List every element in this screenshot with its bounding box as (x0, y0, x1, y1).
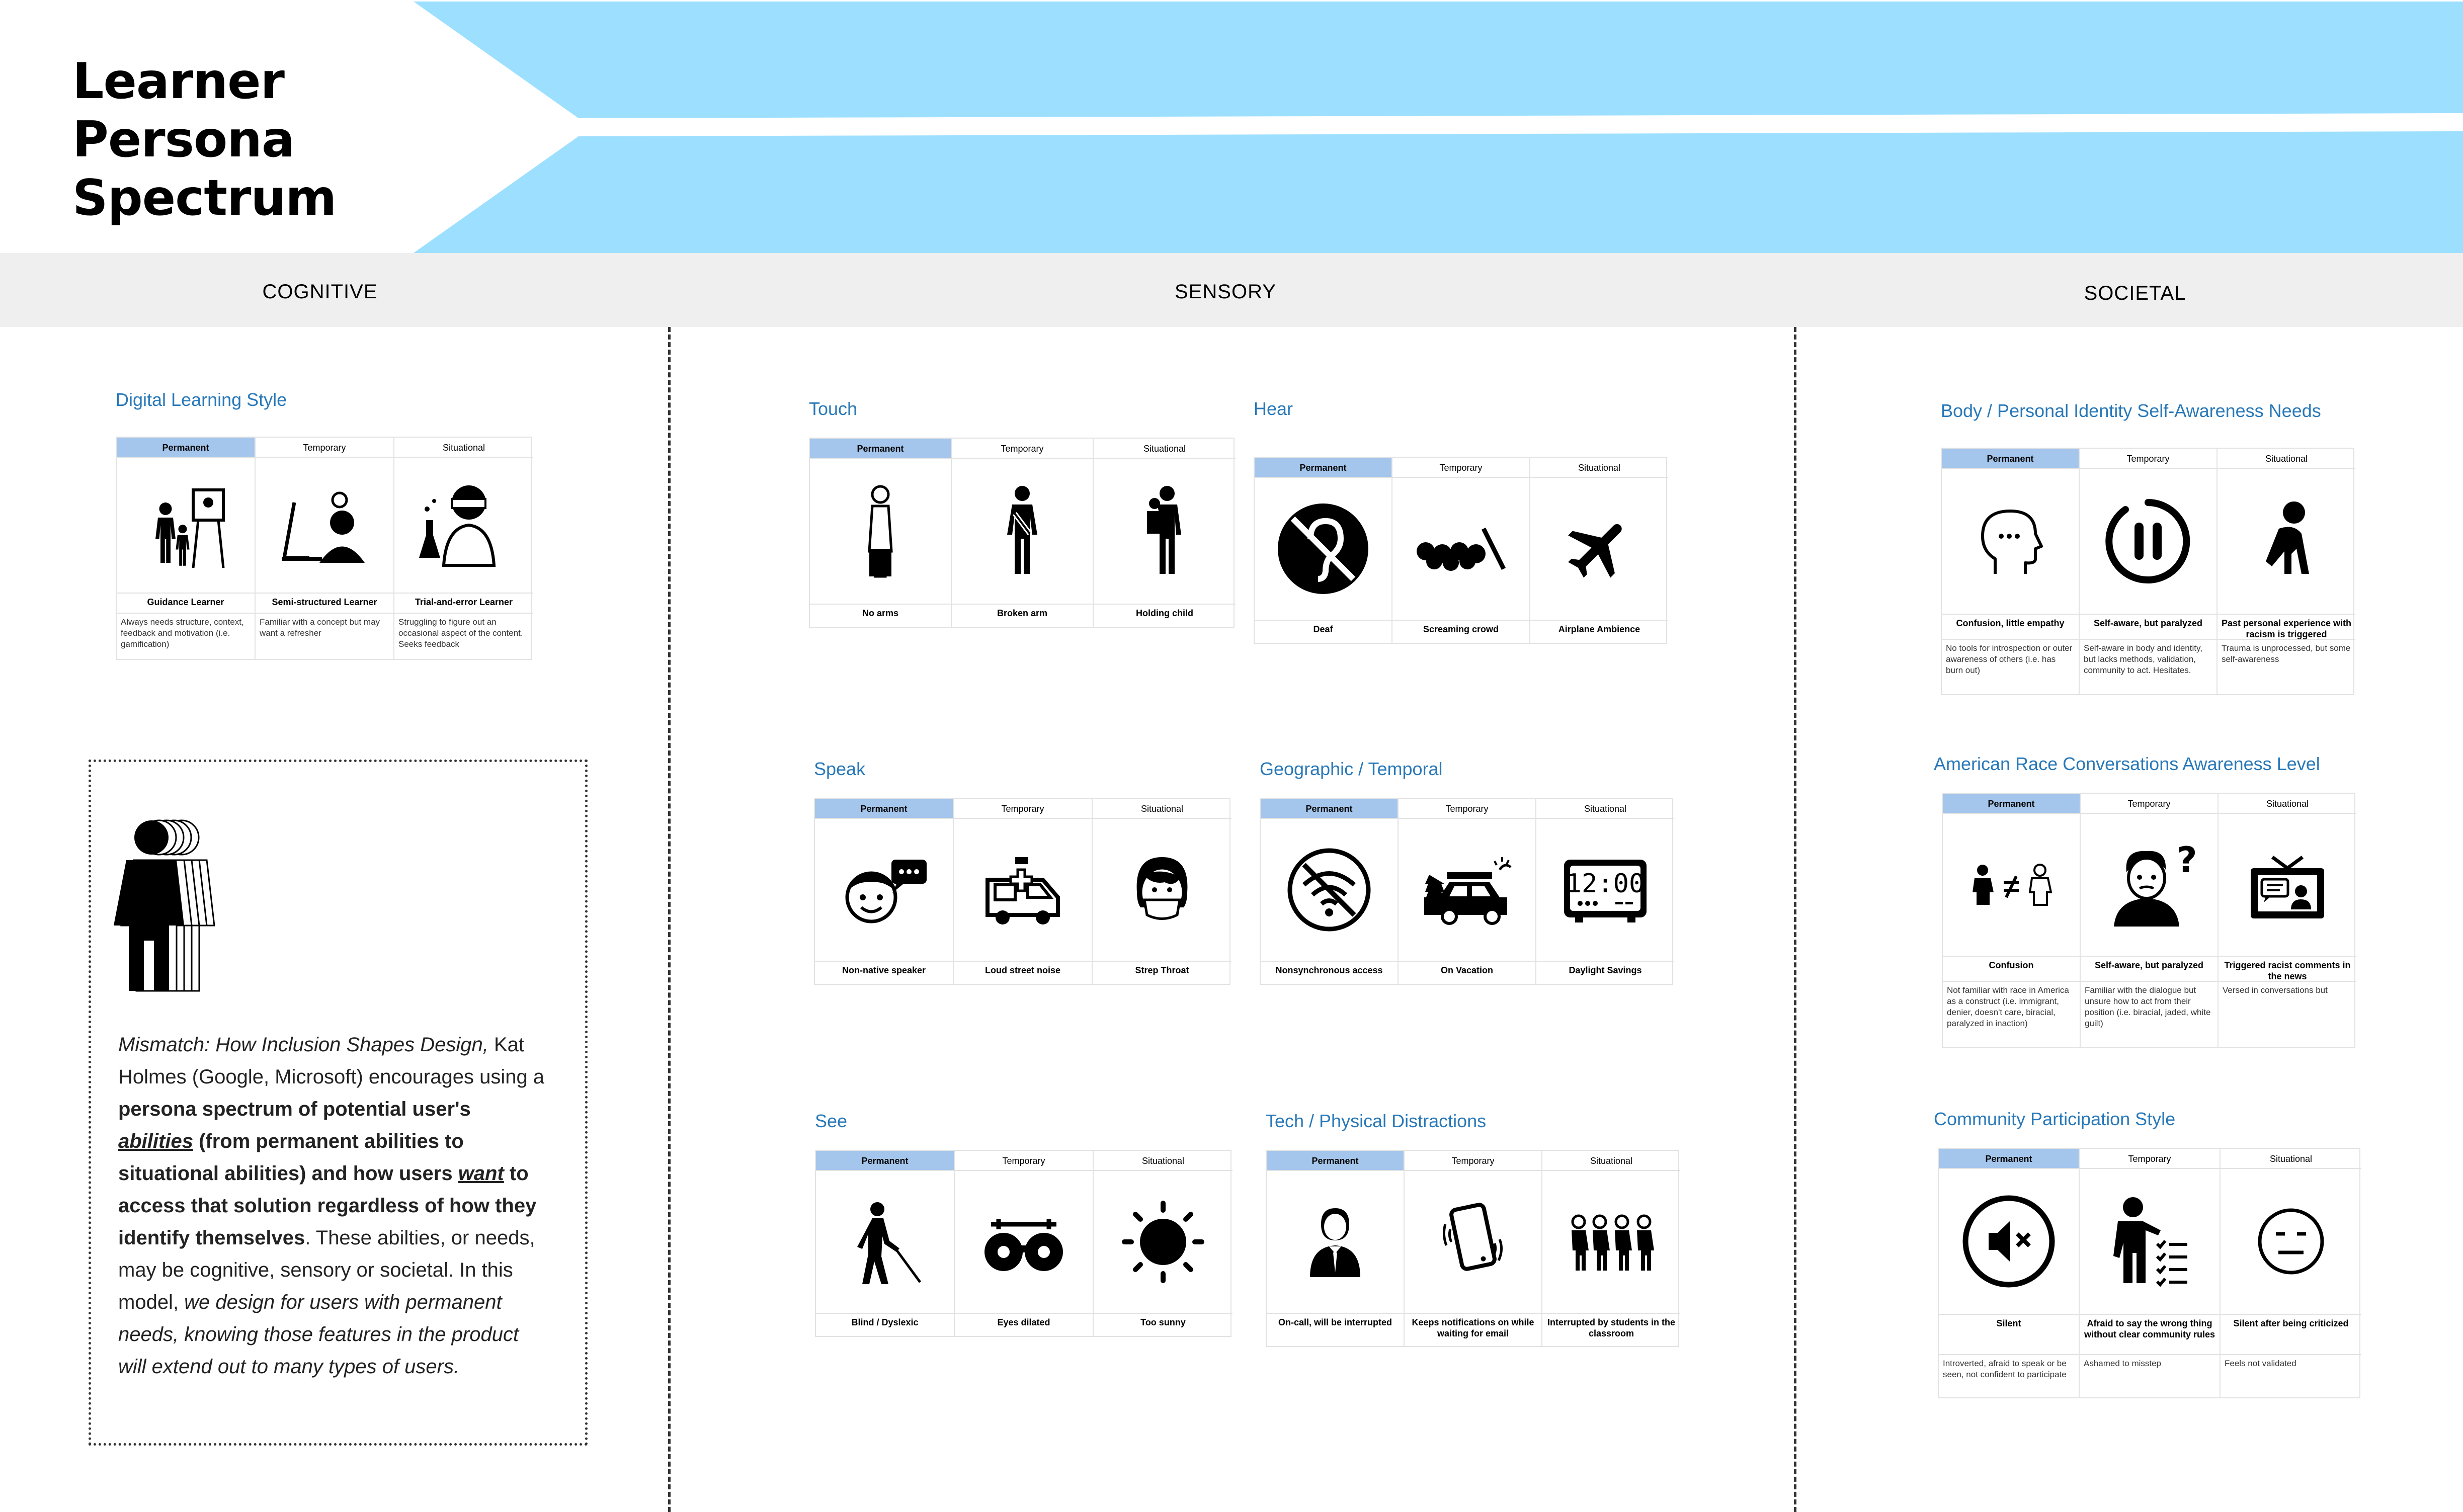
dilated-eyes-icon (955, 1171, 1094, 1314)
col-permanent: Permanent (1255, 458, 1392, 478)
label-situational: Too sunny (1140, 1317, 1186, 1327)
no-wifi-icon (1261, 819, 1399, 962)
label-situational: Interrupted by students in the classroom (1547, 1317, 1675, 1338)
desc-situational: Feels not validated (2225, 1359, 2296, 1368)
label-permanent: Guidance Learner (117, 594, 256, 614)
col-situational: Situational (2219, 794, 2356, 814)
desc-situational: Struggling to figure out an occasional aspect of the content. Seeks feedback (398, 617, 523, 649)
col-temporary: Temporary (1399, 799, 1536, 819)
page-title (72, 52, 336, 227)
note-bold-3: to access that solution regardless of how they identify themselves (118, 1162, 537, 1249)
label-situational: Strep Throat (1135, 965, 1189, 975)
section-title: Community Participation Style (1934, 1109, 2176, 1129)
persona-table (814, 798, 1230, 985)
label-permanent: Blind / Dyslexic (816, 1314, 955, 1336)
desc-temporary: Self-aware in body and identity, but lacks methods, validation, community to act. Hesitates. (2080, 640, 2218, 694)
label-permanent: Nonsynchronous access (1261, 962, 1399, 984)
divider-right (1794, 327, 1796, 1512)
person-holding-child-icon (1094, 459, 1236, 605)
section-title: Geographic / Temporal (1260, 759, 1443, 779)
vibrating-phone-icon (1405, 1171, 1542, 1314)
col-permanent: Permanent (1943, 794, 2081, 814)
col-permanent: Permanent (1942, 449, 2080, 469)
blind-person-cane-icon (816, 1171, 955, 1314)
label-permanent: Confusion, little empathy (1942, 615, 2080, 640)
speaker-bubble-icon (815, 819, 954, 962)
muted-speaker-icon (1939, 1169, 2080, 1315)
label-temporary: On Vacation (1399, 962, 1536, 984)
label-situational: Airplane Ambience (1558, 624, 1640, 634)
businessman-icon (1267, 1171, 1405, 1314)
col-temporary: Temporary (2080, 449, 2218, 469)
note-bold-2: (from permanent abilities to situational abilities) and how users (118, 1130, 464, 1185)
label-temporary: Loud street noise (954, 962, 1093, 984)
person-no-arms-icon (810, 459, 952, 605)
persona-table (1941, 448, 2354, 695)
label-situational: Daylight Savings (1569, 965, 1642, 975)
desc-permanent: Always needs structure, context, feedback and motivation (i.e. gamification) (117, 614, 256, 659)
col-temporary: Temporary (256, 438, 394, 458)
crowd-icon (1392, 478, 1530, 621)
persona-stack-icon (116, 817, 247, 998)
col-temporary: Temporary (954, 799, 1093, 819)
section-title: See (815, 1111, 848, 1131)
label-temporary: Keeps notifications on while waiting for email (1405, 1314, 1542, 1346)
label-temporary: Screaming crowd (1392, 621, 1530, 643)
desc-permanent: No tools for introspection or outer awareness of others (i.e. has burn out) (1942, 640, 2080, 694)
mismatch-note-box (89, 760, 588, 1446)
desc-situational: Trauma is unprocessed, but some self-awareness (2222, 643, 2351, 664)
desc-permanent: Not familiar with race in America as a construct (i.e. immigrant, denier, doesn't care, biracial, paralyzed in inaction) (1943, 982, 2081, 1047)
col-permanent: Permanent (1939, 1149, 2080, 1169)
col-permanent: Permanent (810, 439, 952, 459)
questioning-person-icon (2081, 814, 2219, 957)
section-title: Hear (1254, 398, 1293, 419)
sun-icon (1094, 1171, 1233, 1314)
label-permanent: No arms (810, 605, 952, 627)
col-situational: Situational (1094, 439, 1236, 459)
col-situational: Situational (394, 438, 533, 458)
note-text-2: . These abilties, or needs, may be cognitive, sensory or societal. In this model, (118, 1227, 535, 1313)
label-permanent: On-call, will be interrupted (1267, 1314, 1405, 1346)
section-title: American Race Conversations Awareness Level (1934, 753, 2320, 774)
label-situational: Triggered racist comments in the news (2219, 957, 2356, 982)
note-book-title: Mismatch: How Inclusion Shapes Design, (118, 1034, 488, 1056)
col-situational: Situational (2218, 449, 2355, 469)
col-situational: Situational (1530, 458, 1668, 478)
face-mask-icon (1093, 819, 1232, 962)
label-temporary: Eyes dilated (955, 1314, 1094, 1336)
label-permanent: Deaf (1255, 621, 1392, 643)
title-line-1: Learner (72, 53, 284, 110)
label-permanent: Confusion (1943, 957, 2081, 982)
note-bold-1: persona spectrum of potential user's (118, 1098, 471, 1120)
divider-left (668, 327, 671, 1512)
desc-situational: Versed in conversations but (2223, 985, 2328, 995)
header-band (0, 2, 2463, 253)
category-bar (0, 253, 2463, 327)
digital-clock-icon (1536, 819, 1674, 962)
persona-table (1254, 457, 1667, 644)
col-permanent: Permanent (117, 438, 256, 458)
deaf-ear-icon (1255, 478, 1392, 621)
section-title: Digital Learning Style (116, 389, 287, 410)
label-situational: Past personal experience with racism is triggered (2218, 615, 2355, 640)
persona-table (809, 438, 1235, 628)
label-temporary: Self-aware, but paralyzed (2080, 615, 2218, 640)
person-broken-arm-icon (952, 459, 1094, 605)
category-sensory: SENSORY (1175, 281, 1276, 303)
note-text-1: Kat Holmes (Google, Microsoft) encourages using a (118, 1034, 545, 1088)
tv-news-icon (2219, 814, 2356, 957)
label-temporary: Afraid to say the wrong thing without clear community rules (2080, 1315, 2221, 1355)
persona-table (116, 437, 532, 660)
scientist-icon (394, 458, 533, 594)
note-want: want (458, 1162, 504, 1185)
label-temporary: Semi-structured Learner (256, 594, 394, 614)
persona-table (1260, 798, 1673, 985)
col-permanent: Permanent (1267, 1151, 1405, 1171)
col-permanent: Permanent (816, 1151, 955, 1171)
vacation-car-icon (1399, 819, 1536, 962)
label-situational: Trial-and-error Learner (394, 594, 533, 614)
col-situational: Situational (1536, 799, 1674, 819)
col-temporary: Temporary (1405, 1151, 1542, 1171)
category-societal: SOCIETAL (2084, 282, 2186, 304)
category-cognitive: COGNITIVE (262, 281, 378, 303)
section-title: Touch (809, 398, 858, 419)
col-situational: Situational (2221, 1149, 2361, 1169)
section-title: Body / Personal Identity Self-Awareness Needs (1941, 400, 2321, 421)
label-permanent: Non-native speaker (815, 962, 954, 984)
col-permanent: Permanent (815, 799, 954, 819)
persona-table (815, 1150, 1232, 1337)
col-situational: Situational (1093, 799, 1232, 819)
desc-permanent: Introverted, afraid to speak or be seen, not confident to participate (1939, 1355, 2080, 1397)
band-upper (414, 2, 2463, 118)
persona-table (1938, 1148, 2360, 1398)
person-checklist-icon (2080, 1169, 2221, 1315)
col-temporary: Temporary (2081, 794, 2219, 814)
not-equal-people-icon (1943, 814, 2081, 957)
col-situational: Situational (1094, 1151, 1233, 1171)
airplane-icon (1530, 478, 1668, 621)
teacher-child-icon (117, 458, 256, 594)
section-title: Speak (814, 759, 866, 779)
band-lower (414, 131, 2463, 253)
col-temporary: Temporary (2080, 1149, 2221, 1169)
title-line-3: Spectrum (72, 170, 337, 227)
col-temporary: Temporary (1392, 458, 1530, 478)
svg-text:?: ? (2177, 839, 2197, 881)
label-temporary: Self-aware, but paralyzed (2081, 957, 2219, 982)
col-situational: Situational (1542, 1151, 1680, 1171)
col-temporary: Temporary (955, 1151, 1094, 1171)
desc-temporary: Familiar with a concept but may want a refresher (256, 614, 394, 659)
desc-temporary: Familiar with the dialogue but unsure how to act from their position (i.e. biracial, jaded, white guilt) (2081, 982, 2219, 1047)
label-situational: Holding child (1136, 608, 1193, 618)
pause-icon (2080, 469, 2218, 615)
note-abilities: abilities (118, 1130, 193, 1152)
note-italic-2: we design for users with permanent needs, knowing those features in the product will extend out to many types of users. (118, 1291, 519, 1378)
label-permanent: Silent (1939, 1315, 2080, 1355)
section-title: Tech / Physical Distractions (1266, 1111, 1487, 1131)
person-at-computer-icon (256, 458, 394, 594)
students-group-icon (1542, 1171, 1680, 1314)
title-line-2: Persona (72, 111, 295, 169)
neutral-face-icon (2221, 1169, 2361, 1315)
persona-table (1942, 793, 2355, 1048)
label-situational: Silent after being criticized (2221, 1315, 2361, 1355)
clock-readout: 12:00 (1566, 869, 1645, 899)
label-temporary: Broken arm (952, 605, 1094, 627)
col-permanent: Permanent (1261, 799, 1399, 819)
ambulance-icon (954, 819, 1093, 962)
thinking-head-icon (1942, 469, 2080, 615)
desc-temporary: Ashamed to misstep (2080, 1355, 2221, 1397)
sitting-person-icon (2218, 469, 2355, 615)
col-temporary: Temporary (952, 439, 1094, 459)
persona-table (1266, 1150, 1679, 1347)
mismatch-note-text (118, 1029, 551, 1383)
